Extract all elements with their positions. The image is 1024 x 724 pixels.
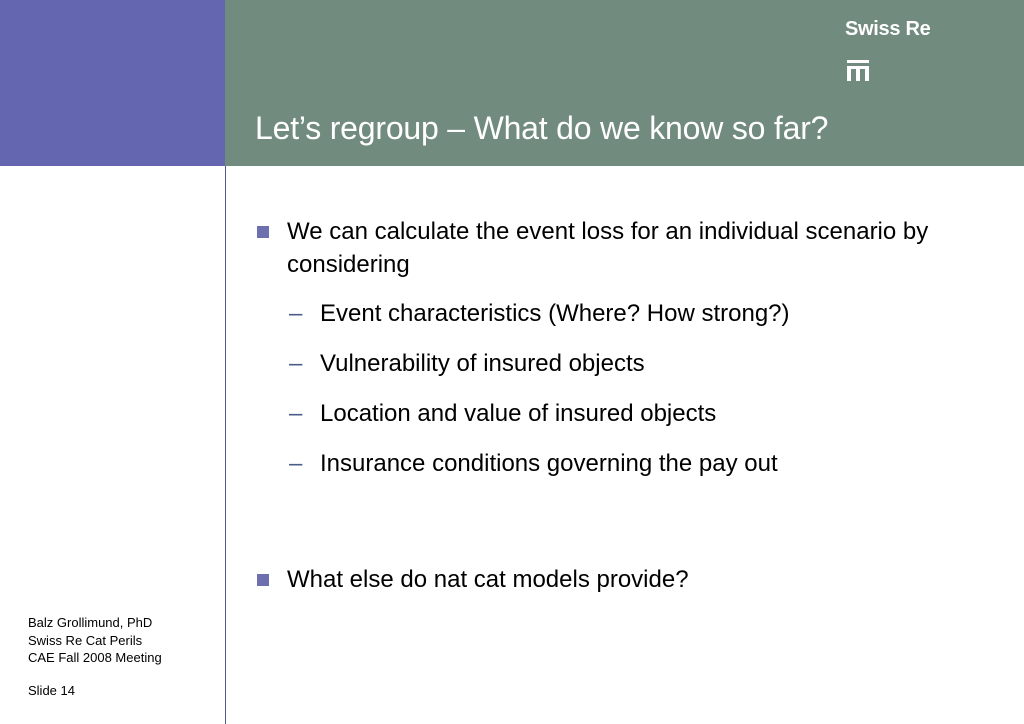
sub-bullet-item: [289, 397, 929, 430]
slide-number: Slide 14: [28, 683, 75, 698]
dash-bullet-icon: –: [289, 300, 303, 327]
swiss-re-logo-icon: [847, 60, 869, 82]
dash-bullet-icon: –: [289, 400, 303, 427]
sub-bullet-text: Insurance conditions governing the pay out: [320, 450, 778, 477]
sub-bullet-text: Event characteristics (Where? How strong?): [320, 300, 790, 327]
bullet-item: [255, 563, 935, 596]
bullet-item: [255, 215, 935, 281]
sub-bullet-text: Location and value of insured objects: [320, 400, 717, 427]
footer-department: Swiss Re Cat Perils: [28, 632, 143, 648]
square-bullet-icon: [257, 226, 269, 238]
sub-bullet-item: [289, 447, 929, 480]
slide-title: Let’s regroup – What do we know so far?: [255, 110, 829, 146]
square-bullet-icon: [257, 574, 269, 586]
logo-text: Swiss Re: [845, 18, 931, 40]
sub-bullet-text: Vulnerability of insured objects: [320, 350, 645, 377]
dash-bullet-icon: –: [289, 450, 303, 477]
left-color-block: [0, 0, 225, 166]
vertical-divider: [225, 166, 226, 724]
footer-author: Balz Grollimund, PhD: [28, 615, 153, 630]
footer-event: CAE Fall 2008 Meeting: [28, 650, 162, 665]
footer-info: [28, 614, 162, 667]
bullet-text: We can calculate the event loss for an individual scenario by considering: [287, 218, 929, 278]
sub-bullet-item: [289, 297, 929, 330]
bullet-text: What else do nat cat models provide?: [287, 566, 689, 593]
dash-bullet-icon: –: [289, 350, 303, 377]
sub-bullet-item: [289, 347, 929, 380]
